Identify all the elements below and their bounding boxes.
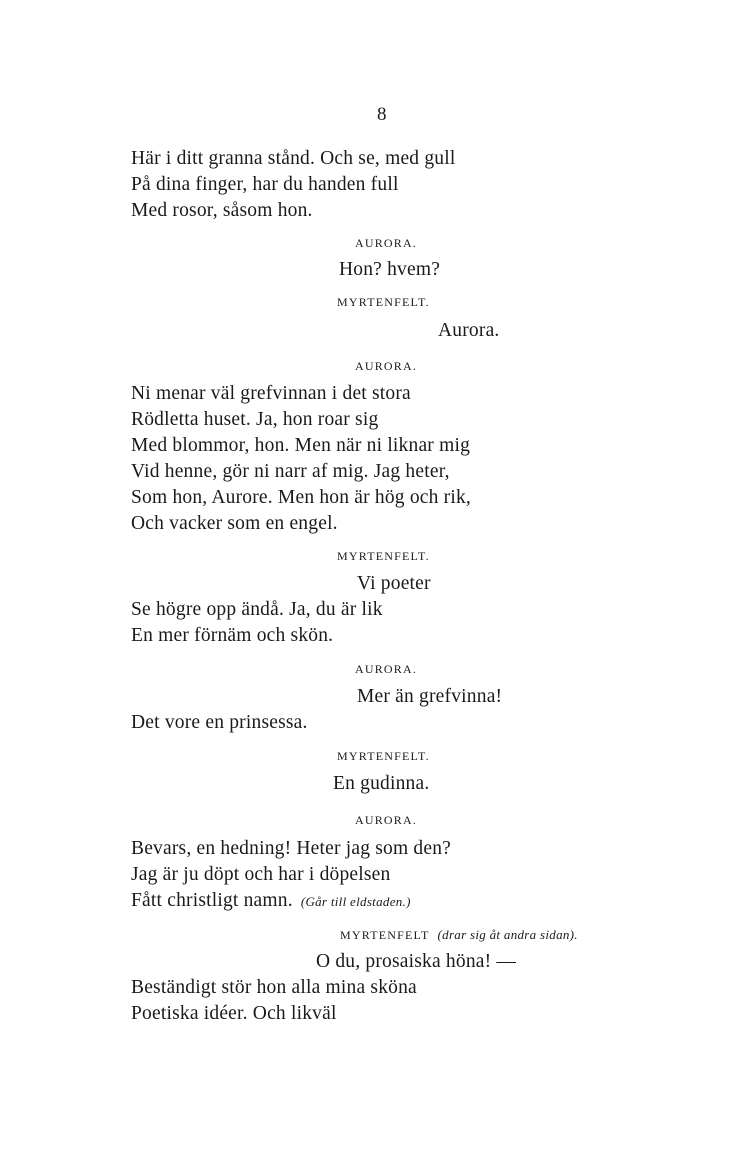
speaker-name [340, 927, 578, 943]
verse-line: En gudinna. [333, 773, 430, 794]
verse-line: Fått christligt namn. (Går till eldstaden.) [131, 890, 411, 911]
speaker-name: MYRTENFELT. [337, 749, 430, 763]
speaker-name: AURORA. [355, 662, 418, 676]
verse-line: Det vore en prinsessa. [131, 712, 308, 733]
verse-line: Hon? hvem? [339, 259, 441, 280]
verse-line: Med blommor, hon. Men när ni liknar mig [131, 435, 471, 456]
verse-line: Jag är ju döpt och har i döpelsen [131, 864, 391, 885]
stage-direction: (Går till eldstaden.) [300, 894, 411, 909]
verse-line: Ni menar väl grefvinnan i det stora [131, 383, 411, 404]
verse-line: Aurora. [438, 320, 500, 341]
speaker-name: AURORA. [355, 359, 418, 373]
verse-line: En mer förnäm och skön. [131, 625, 334, 646]
verse-line: Mer än grefvinna! [357, 686, 503, 707]
verse-line: Rödletta huset. Ja, hon roar sig [131, 409, 379, 430]
speaker-name: AURORA. [355, 236, 418, 250]
verse-line: Se högre opp ändå. Ja, du är lik [131, 599, 383, 620]
verse-line: Beständigt stör hon alla mina sköna [131, 977, 417, 998]
page-number: 8 [377, 104, 387, 125]
stage-direction: (drar sig åt andra sidan). [437, 927, 578, 942]
verse-line: O du, prosaiska höna! — [316, 951, 517, 972]
speaker-name: AURORA. [355, 813, 418, 827]
speaker-name: MYRTENFELT. [337, 295, 430, 309]
verse-line: Poetiska idéer. Och likväl [131, 1003, 337, 1024]
verse-line: Här i ditt granna stånd. Och se, med gull [131, 148, 456, 169]
speaker-label: MYRTENFELT [340, 928, 430, 942]
verse-line: Vid henne, gör ni narr af mig. Jag heter, [131, 461, 450, 482]
verse-line: Vi poeter [357, 573, 431, 594]
verse-line: Bevars, en hedning! Heter jag som den? [131, 838, 452, 859]
verse-line: Och vacker som en engel. [131, 513, 338, 534]
speaker-name: MYRTENFELT. [337, 549, 430, 563]
verse-line: På dina finger, har du handen full [131, 174, 399, 195]
verse-line: Med rosor, såsom hon. [131, 200, 313, 221]
verse-line: Som hon, Aurore. Men hon är hög och rik, [131, 487, 471, 508]
